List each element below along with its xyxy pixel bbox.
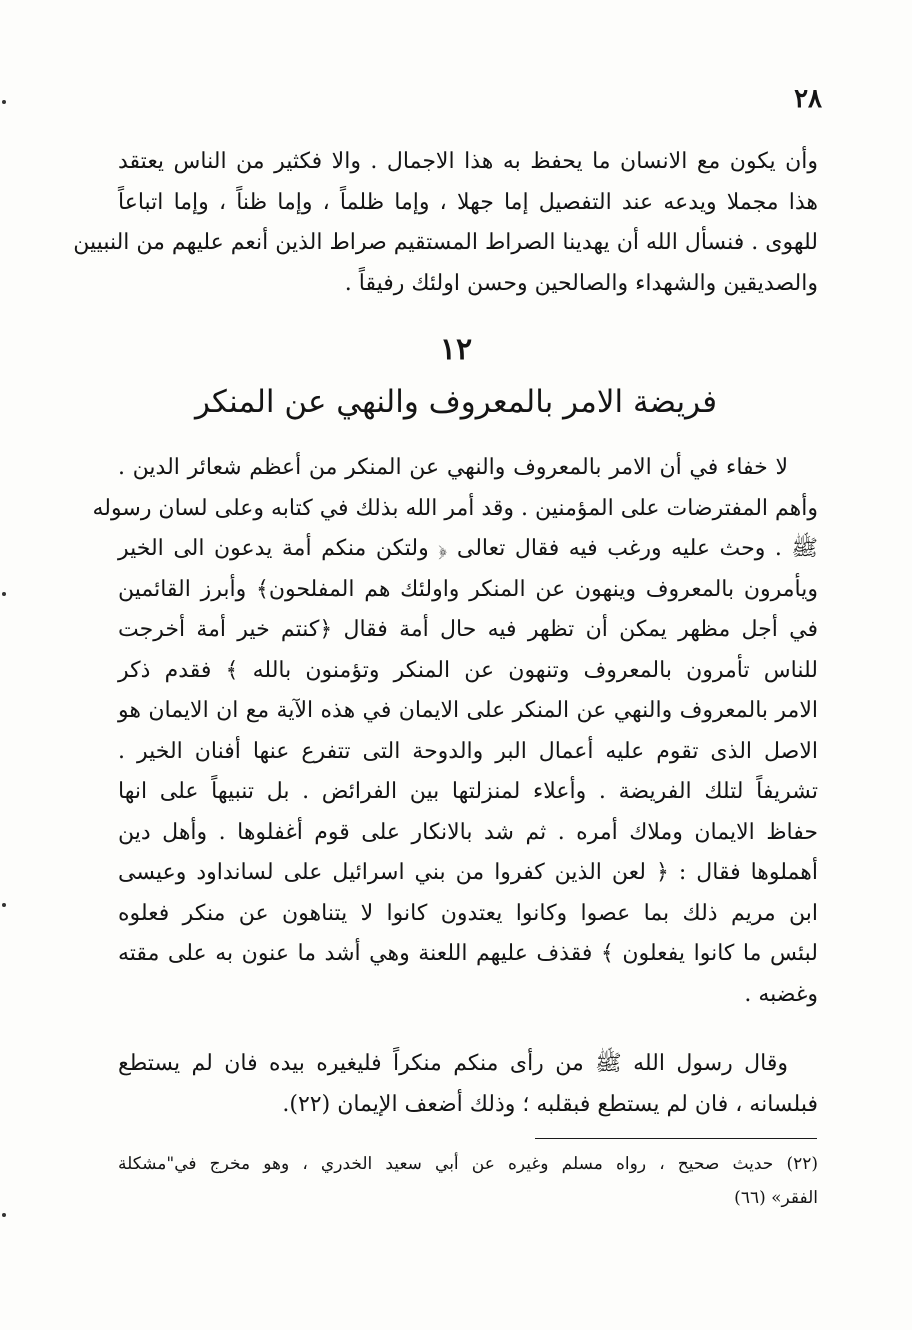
paragraph-line: لا خفاء في أن الامر بالمعروف والنهي عن المنكر من أعظم شعائر الدين . [118, 455, 788, 480]
paragraph-line: حفاظ الايمان وملاك أمره . ثم شد بالانكار على قوم أغفلوها . وأهل دين [118, 819, 818, 845]
paragraph-line: لبئس ما كانوا يفعلون ﴾ فقذف عليهم اللعنة وهي أشد ما عنون به على مقته [118, 941, 818, 966]
paragraph-line: في أجل مظهر يمكن أن تظهر فيه حال أمة فقال ﴿كنتم خير أمة أخرجت [118, 617, 818, 642]
paragraph-line: ﷺ . وحث عليه ورغب فيه فقال تعالى ﴿ ولتكن منكم أمة يدعون الى الخير [118, 536, 818, 561]
section-number: ١٢ [439, 332, 473, 367]
paragraph-line: الامر بالمعروف والنهي عن المنكر على الايمان في هذه الآية مع ان الايمان هو [118, 698, 818, 723]
scan-speck [2, 592, 6, 596]
paragraph-line: للناس تأمرون بالمعروف وتنهون عن المنكر وتؤمنون بالله ﴾ فقدم ذكر [118, 657, 818, 683]
scan-speck [2, 903, 6, 907]
hadith-paragraph [118, 1044, 818, 1125]
paragraph-line: الاصل الذى تقوم عليه أعمال البر والدوحة التى تتفرع عنها أفنان الخير . [118, 738, 818, 764]
footnote-line: (٢٢) حديث صحيح ، رواه مسلم وغيره عن أبي سعيد الخدري ، وهو مخرج في"مشكلة [118, 1154, 818, 1174]
paragraph-line: وأن يكون مع الانسان ما يحفظ به هذا الاجمال . والا فكثير من الناس يعتقد [118, 149, 818, 174]
paragraph-line: وغضبه . [744, 981, 818, 1007]
paragraph-line: أهملوها فقال : ﴿ لعن الذين كفروا من بني اسرائيل على لسانداود وعيسى [118, 860, 818, 885]
paragraph-line: تشريفاً لتلك الفريضة . وأعلاء لمنزلتها بين الفرائض . بل تنبيهاً على انها [118, 779, 818, 804]
paragraph-line: ويأمرون بالمعروف وينهون عن المنكر واولئك هم المفلحون﴾ وأبرز القائمين [118, 576, 818, 602]
page-number: ٢٨ [794, 84, 822, 114]
footnote-line: الفقر» (٦٦) [734, 1188, 818, 1208]
paragraph-line: للهوى . فنسأل الله أن يهدينا الصراط المستقيم صراط الذين أنعم عليهم من النبيين [73, 230, 818, 255]
paragraph-line: وأهم المفترضات على المؤمنين . وقد أمر الله بذلك في كتابه وعلى لسان رسوله [92, 495, 818, 521]
paragraph-line: وقال رسول الله ﷺ من رأى منكم منكراً فليغيره بيده فان لم يستطع [118, 1051, 788, 1076]
paragraph-line: ابن مريم ذلك بما عصوا وكانوا يعتدون كانوا لا يتناهون عن منكر فعلوه [118, 900, 818, 926]
section-title: فريضة الامر بالمعروف والنهي عن المنكر [194, 384, 718, 420]
intro-paragraph [73, 142, 818, 304]
footnote-divider [535, 1138, 817, 1139]
paragraph-line: فبلسانه ، فان لم يستطع فبقلبه ؛ وذلك أضعف الإيمان (٢٢). [282, 1091, 818, 1117]
scan-speck [2, 1213, 6, 1217]
paragraph-line: والصديقين والشهداء والصالحين وحسن اولئك رفيقاً . [344, 270, 818, 296]
scan-speck [2, 100, 6, 104]
paragraph-line: هذا مجملا ويدعه عند التفصيل إما جهلا ، وإما ظلماً ، وإما ظناً ، وإما اتباعاً [118, 189, 818, 215]
main-paragraph [92, 448, 818, 1015]
footnote [118, 1147, 818, 1215]
